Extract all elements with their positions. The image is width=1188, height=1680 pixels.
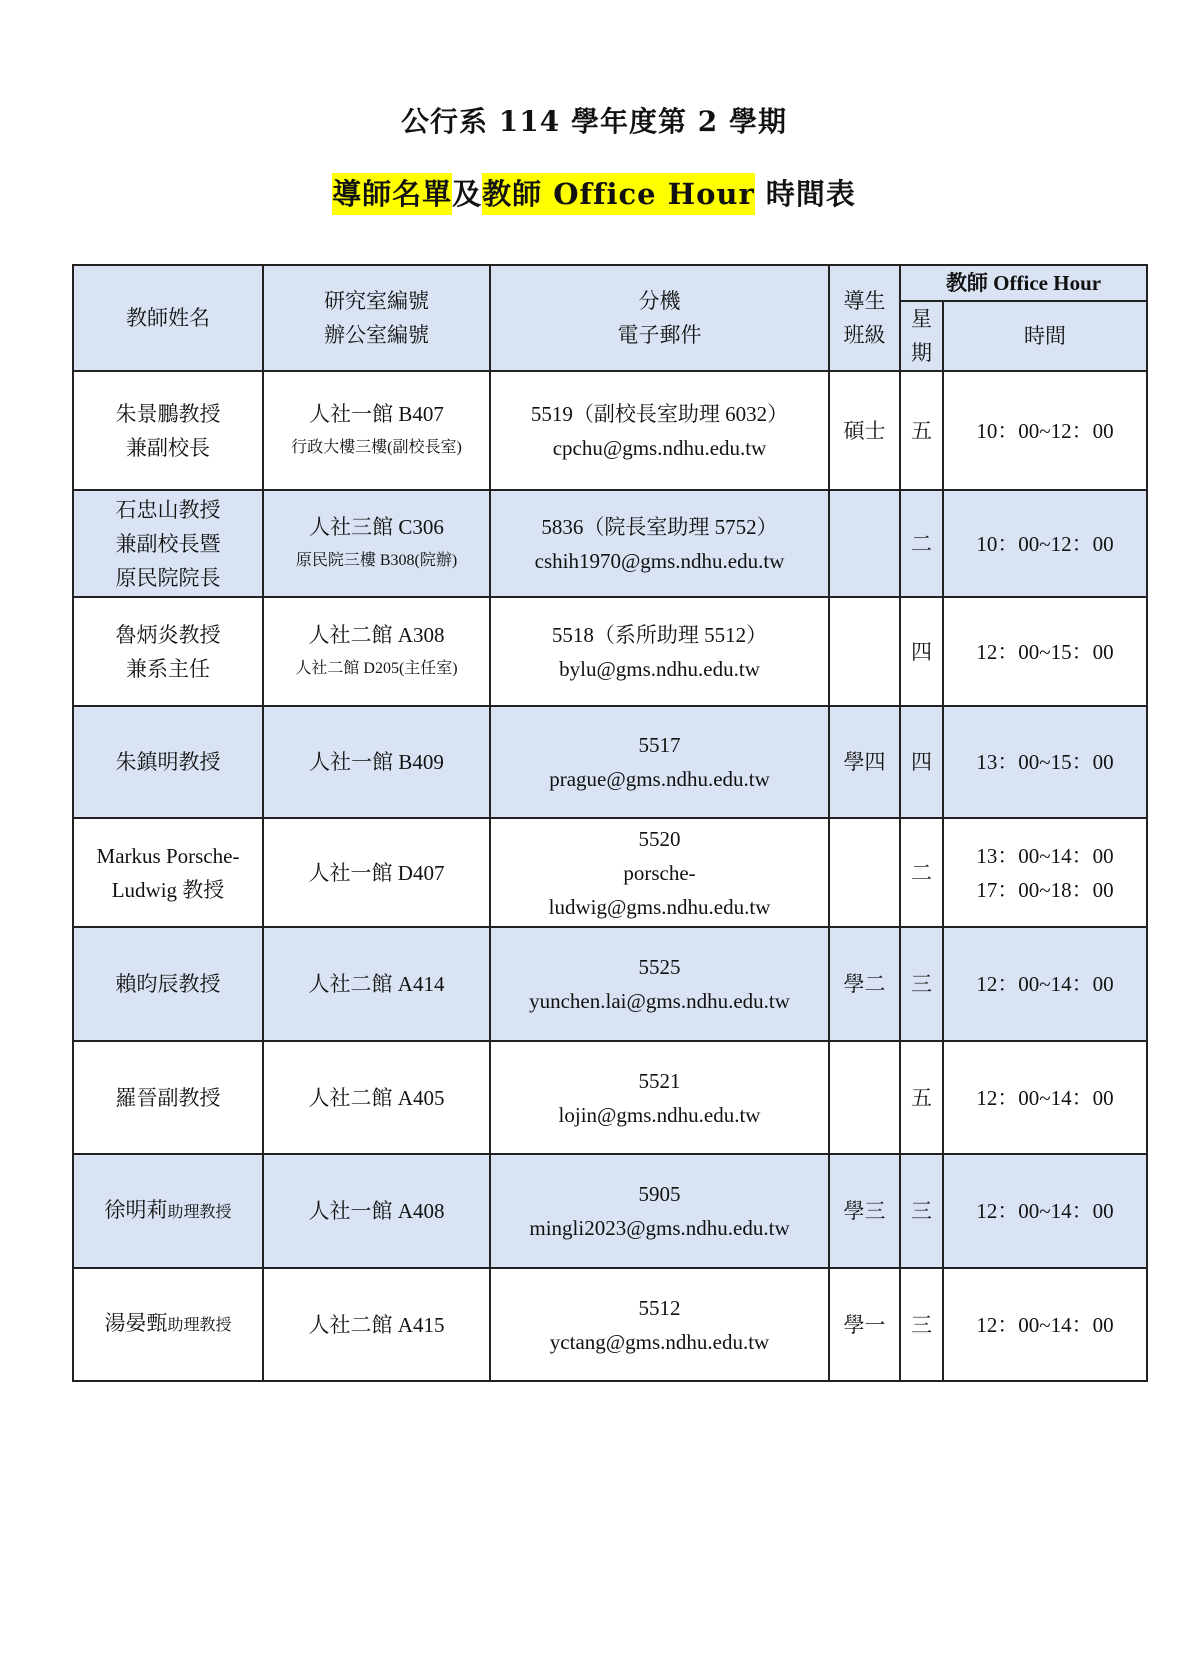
office-cell xyxy=(263,597,490,706)
header-contact: 分機 電子郵件 xyxy=(490,265,829,371)
cell-line: 12：00~14：00 xyxy=(976,1085,1114,1110)
teacher-name: 賴昀辰教授 xyxy=(115,972,221,996)
teacher-name: 朱景鵬教授 xyxy=(115,401,221,426)
weekday-cell: 三 xyxy=(900,1268,943,1381)
cell-line: cshih1970@gms.ndhu.edu.tw xyxy=(534,548,785,573)
time-cell xyxy=(943,818,1147,927)
office-room: 人社二館 A308 xyxy=(308,622,445,647)
teacher-name: 羅晉副教授 xyxy=(115,1085,221,1110)
table-row xyxy=(73,927,1147,1041)
phone-extension: 5519（副校長室助理 6032） xyxy=(530,401,789,426)
cell-line: 10：00~12：00 xyxy=(976,531,1114,556)
contact-cell xyxy=(490,1154,829,1268)
teacher-name: 魯炳炎教授 xyxy=(115,622,221,647)
weekday-cell: 四 xyxy=(900,706,943,818)
weekday-cell: 三 xyxy=(900,1154,943,1268)
weekday-cell: 三 xyxy=(900,927,943,1041)
contact-cell xyxy=(490,927,829,1041)
weekday-cell: 二 xyxy=(900,490,943,597)
document-subtitle xyxy=(0,172,1188,213)
office-cell xyxy=(263,927,490,1041)
header-name: 教師姓名 xyxy=(73,265,263,371)
weekday-cell: 四 xyxy=(900,597,943,706)
cell-line: porsche- xyxy=(623,860,696,885)
office-room: 人社三館 C306 xyxy=(309,514,444,539)
advisee-class-cell xyxy=(829,490,900,597)
teacher-name: 徐明莉助理教授 xyxy=(104,1197,232,1222)
table-row xyxy=(73,706,1147,818)
teacher-name-cell xyxy=(73,371,263,490)
table-row xyxy=(73,597,1147,706)
advisee-class-cell: 碩士 xyxy=(829,371,900,490)
weekday-cell: 五 xyxy=(900,1041,943,1154)
header-office: 研究室編號 辦公室編號 xyxy=(263,265,490,371)
teacher-name-cell xyxy=(73,1041,263,1154)
phone-extension: 5518（系所助理 5512） xyxy=(551,622,768,647)
cell-line: ludwig@gms.ndhu.edu.tw xyxy=(548,894,771,919)
header-day: 星 期 xyxy=(900,301,943,371)
tutor-office-hour-table xyxy=(72,264,1148,1382)
teacher-name: Ludwig 教授 xyxy=(111,877,225,902)
teacher-name: 兼系主任 xyxy=(126,656,210,681)
phone-extension: 5525 xyxy=(638,955,681,979)
subtitle-connector: 及 xyxy=(452,177,483,211)
table-row xyxy=(73,1268,1147,1381)
contact-cell xyxy=(490,1041,829,1154)
phone-extension: 5512 xyxy=(638,1295,681,1320)
office-room: 人社二館 A414 xyxy=(308,972,445,996)
subtitle-highlight-2: 教師 Office Hour xyxy=(482,173,755,215)
cell-line: 17：00~18：00 xyxy=(976,877,1114,902)
office-cell xyxy=(263,1154,490,1268)
advisee-class-cell: 學三 xyxy=(829,1154,900,1268)
cell-line: 12：00~14：00 xyxy=(976,1199,1114,1223)
time-cell xyxy=(943,1041,1147,1154)
cell-line: 13：00~15：00 xyxy=(976,750,1114,774)
advisee-class-cell: 學一 xyxy=(829,1268,900,1381)
cell-line: 10：00~12：00 xyxy=(976,418,1114,443)
table-row xyxy=(73,1154,1147,1268)
subtitle-highlight-1: 導師名單 xyxy=(332,173,452,215)
teacher-name-cell xyxy=(73,490,263,597)
cell-line: yctang@gms.ndhu.edu.tw xyxy=(549,1329,770,1354)
office-room: 人社一館 B407 xyxy=(309,401,444,426)
weekday-cell: 二 xyxy=(900,818,943,927)
table-row xyxy=(73,371,1147,490)
cell-line: bylu@gms.ndhu.edu.tw xyxy=(559,656,760,681)
time-cell xyxy=(943,1268,1147,1381)
office-room: 人社二館 A405 xyxy=(308,1085,445,1110)
phone-extension: 5905 xyxy=(638,1182,681,1206)
teacher-name-cell xyxy=(73,818,263,927)
subtitle-tail: 時間表 xyxy=(754,177,856,211)
cell-line: 12：00~14：00 xyxy=(976,972,1114,996)
teacher-name: 湯晏甄助理教授 xyxy=(104,1311,232,1335)
admin-office: 原民院三樓 B308(院辦) xyxy=(295,551,458,569)
cell-line: prague@gms.ndhu.edu.tw xyxy=(549,767,770,791)
teacher-name: 朱鎮明教授 xyxy=(115,750,221,774)
time-cell xyxy=(943,371,1147,490)
cell-line: 12：00~15：00 xyxy=(976,639,1114,664)
time-cell xyxy=(943,597,1147,706)
teacher-name-cell xyxy=(73,927,263,1041)
office-cell xyxy=(263,1041,490,1154)
office-cell xyxy=(263,706,490,818)
teacher-name-cell xyxy=(73,597,263,706)
phone-extension: 5520 xyxy=(638,826,681,851)
time-cell xyxy=(943,490,1147,597)
document-title: 公行系 114 學年度第 2 學期 xyxy=(401,105,787,138)
time-cell xyxy=(943,706,1147,818)
advisee-class-cell xyxy=(829,597,900,706)
time-cell xyxy=(943,927,1147,1041)
advisee-class-cell: 學二 xyxy=(829,927,900,1041)
phone-extension: 5517 xyxy=(638,733,681,757)
table-row xyxy=(73,1041,1147,1154)
header-class: 導生 班級 xyxy=(829,265,900,371)
teacher-name-cell xyxy=(73,706,263,818)
cell-line: 12：00~14：00 xyxy=(976,1312,1114,1337)
teacher-name-cell xyxy=(73,1154,263,1268)
header-time: 時間 xyxy=(943,301,1147,371)
teacher-name: Markus Porsche- xyxy=(96,843,240,868)
teacher-rank: 助理教授 xyxy=(167,1317,232,1334)
office-room: 人社一館 A408 xyxy=(308,1199,445,1223)
office-room: 人社一館 B409 xyxy=(309,750,444,774)
cell-line: cpchu@gms.ndhu.edu.tw xyxy=(552,435,767,460)
teacher-name: 原民院院長 xyxy=(115,565,221,590)
admin-office: 行政大樓三樓(副校長室) xyxy=(291,438,462,456)
teacher-name: 石忠山教授 xyxy=(115,497,221,522)
office-room: 人社一館 D407 xyxy=(308,860,445,885)
office-cell xyxy=(263,371,490,490)
office-room: 人社二館 A415 xyxy=(308,1312,445,1337)
office-cell xyxy=(263,1268,490,1381)
advisee-class-cell: 學四 xyxy=(829,706,900,818)
advisee-class-cell xyxy=(829,818,900,927)
contact-cell xyxy=(490,706,829,818)
teacher-name-cell xyxy=(73,1268,263,1381)
office-cell xyxy=(263,818,490,927)
office-cell xyxy=(263,490,490,597)
teacher-name: 兼副校長 xyxy=(126,435,210,460)
weekday-cell: 五 xyxy=(900,371,943,490)
phone-extension: 5836（院長室助理 5752） xyxy=(541,514,778,539)
teacher-name: 兼副校長暨 xyxy=(115,531,221,556)
contact-cell xyxy=(490,490,829,597)
cell-line: 13：00~14：00 xyxy=(976,843,1114,868)
contact-cell xyxy=(490,818,829,927)
time-cell xyxy=(943,1154,1147,1268)
header-office-hour: 教師 Office Hour xyxy=(900,265,1147,301)
cell-line: mingli2023@gms.ndhu.edu.tw xyxy=(529,1216,790,1240)
phone-extension: 5521 xyxy=(638,1068,681,1093)
admin-office: 人社二館 D205(主任室) xyxy=(295,659,458,677)
contact-cell xyxy=(490,1268,829,1381)
teacher-rank: 助理教授 xyxy=(167,1203,232,1221)
cell-line: lojin@gms.ndhu.edu.tw xyxy=(558,1102,761,1127)
advisee-class-cell xyxy=(829,1041,900,1154)
table-row xyxy=(73,490,1147,597)
contact-cell xyxy=(490,371,829,490)
cell-line: yunchen.lai@gms.ndhu.edu.tw xyxy=(529,989,790,1013)
contact-cell xyxy=(490,597,829,706)
table-row xyxy=(73,818,1147,927)
